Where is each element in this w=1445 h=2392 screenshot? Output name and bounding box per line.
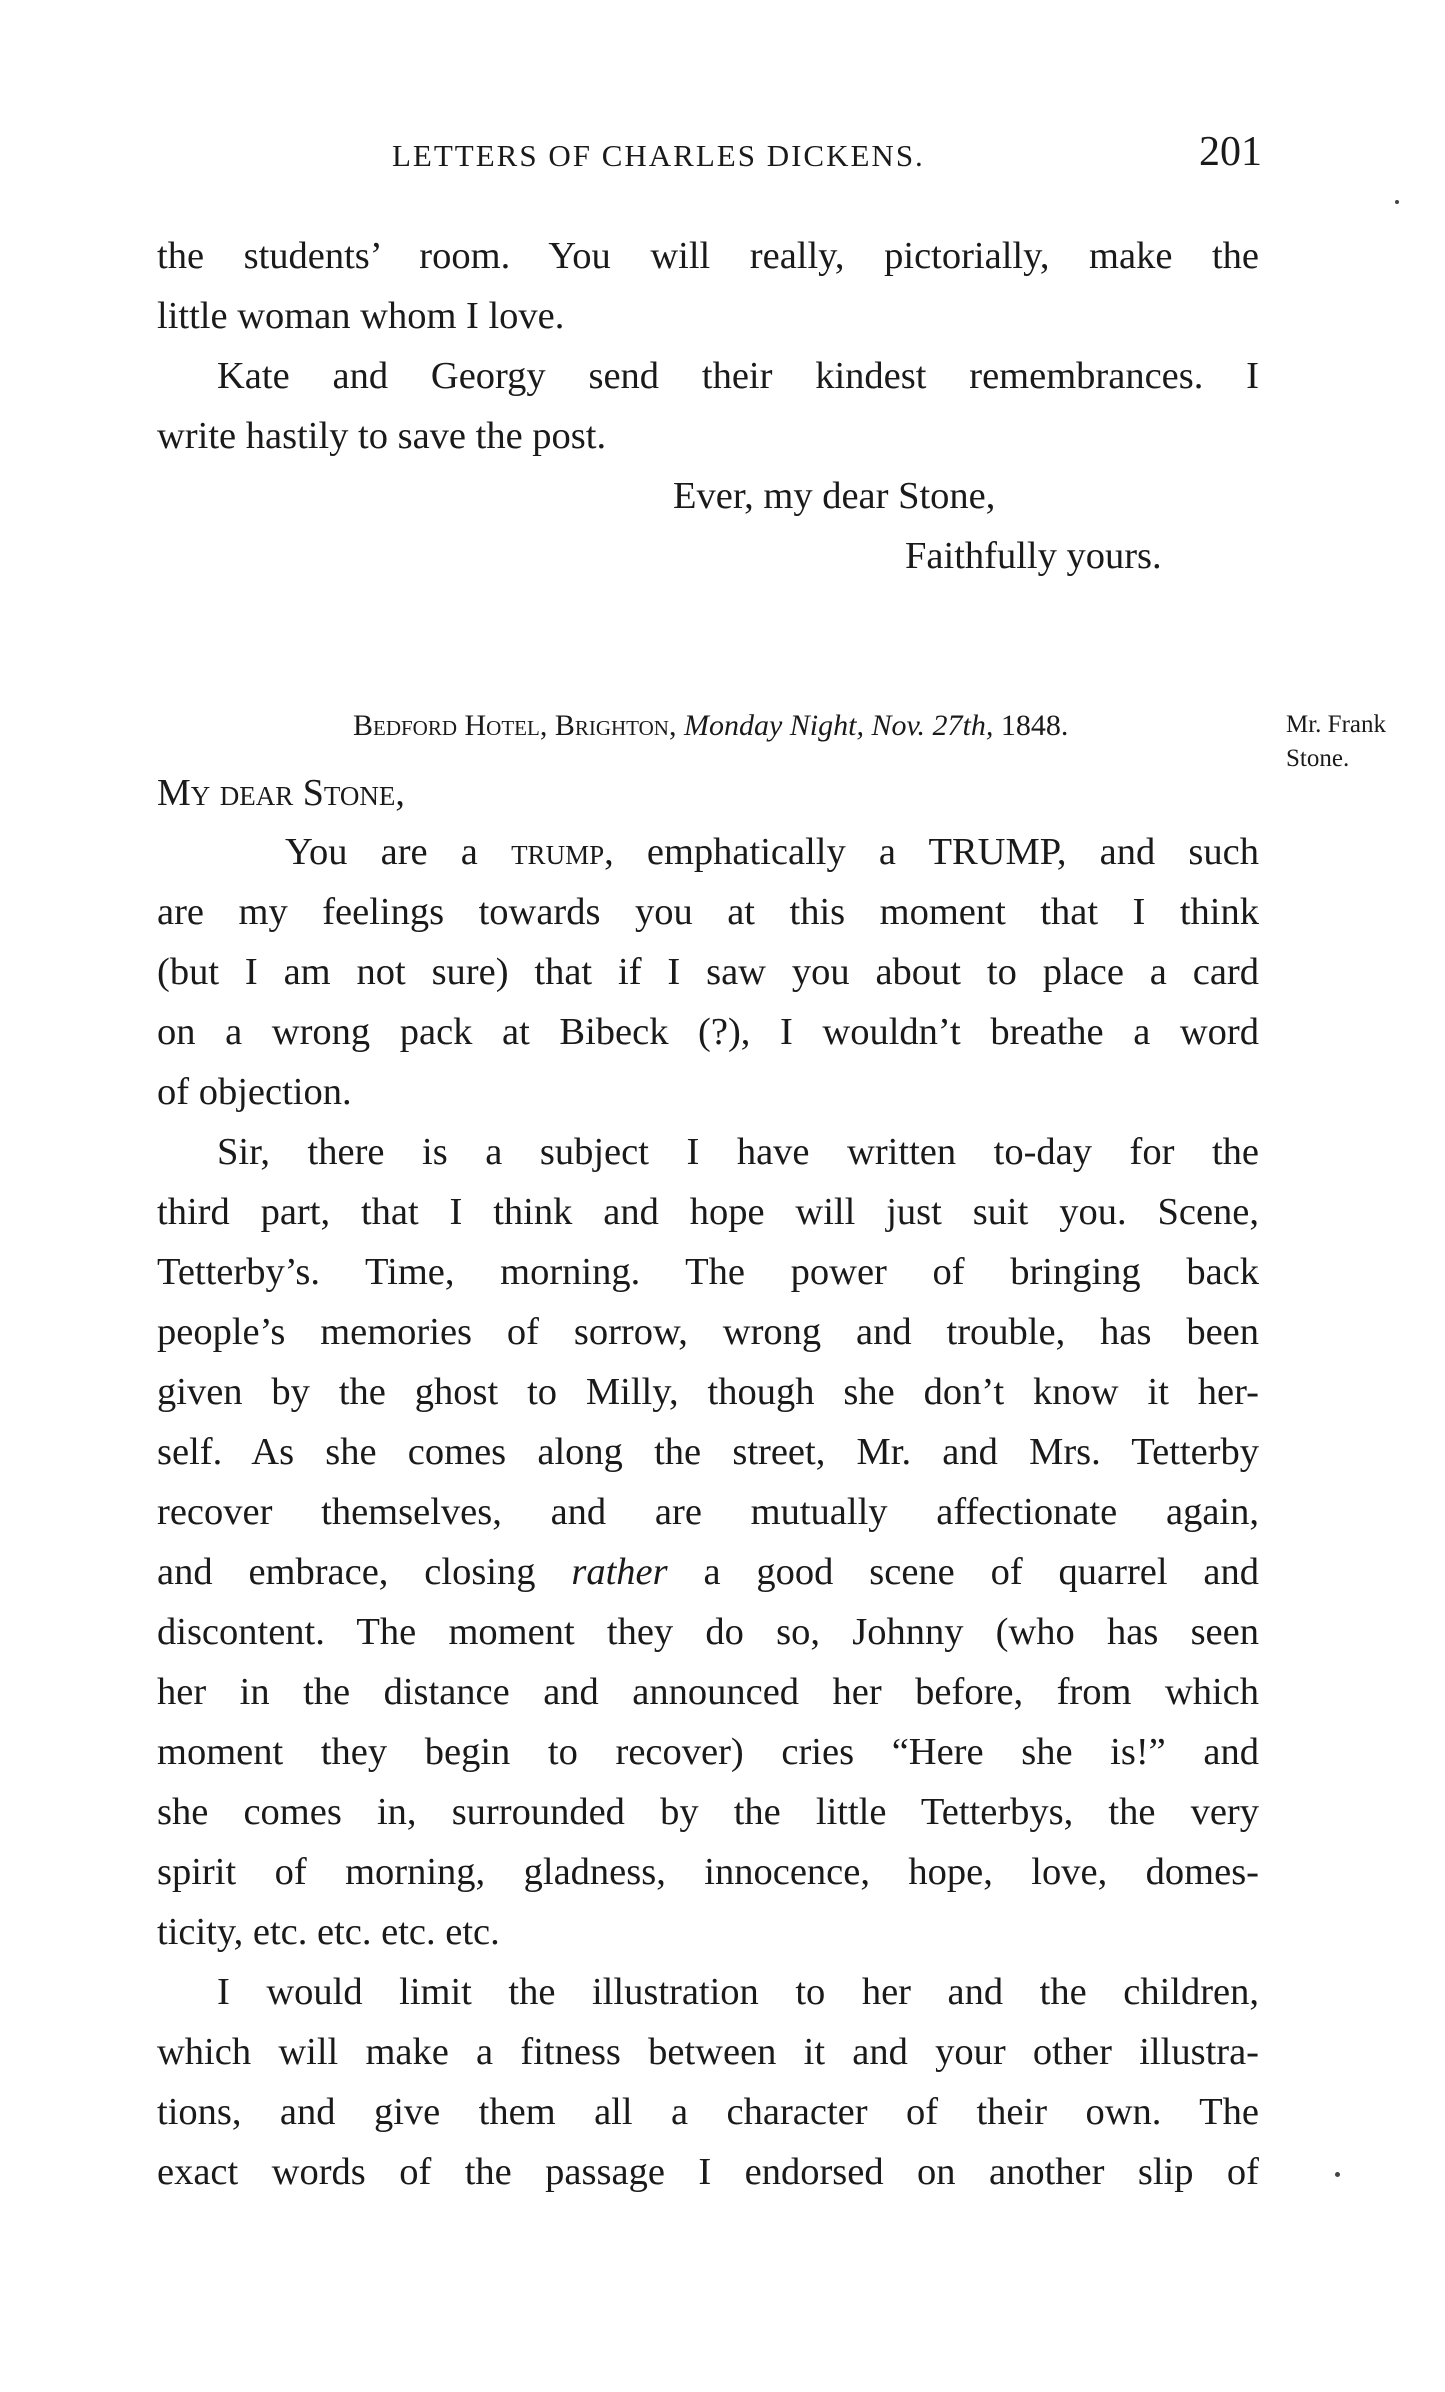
text-line: moment they begin to recover) cries “Here she is!” and [157,1731,1259,1773]
dateline-day: Monday Night, Nov. 27th, [683,709,994,742]
text-line: Kate and Georgy send their kindest remembrances. I [217,355,1259,397]
text-line: ticity, etc. etc. etc. etc. [157,1911,500,1953]
dateline-year: 1848. [1000,709,1069,742]
text-line: spirit of morning, gladness, innocence, hope, love, domes- [157,1851,1259,1893]
scan-speck [1335,2172,1340,2177]
running-title: LETTERS OF CHARLES DICKENS. [392,138,925,173]
text-line: on a wrong pack at Bibeck (?), I wouldn’t breathe a word [157,1011,1259,1053]
scan-speck [1395,200,1399,204]
text-line: third part, that I think and hope will just suit you. Scene, [157,1191,1259,1233]
text-line: people’s memories of sorrow, wrong and trouble, has been [157,1311,1259,1353]
text-line: of objection. [157,1071,352,1113]
text-line: her in the distance and announced her before, from which [157,1671,1259,1713]
text-line: (but I am not sure) that if I saw you about to place a card [157,951,1259,993]
letter-signoff: Faithfully yours. [905,535,1162,577]
sidenote-line: Stone. [1286,745,1350,772]
letter-dateline [353,706,1068,746]
text-line: exact words of the passage I endorsed on another slip of [157,2151,1259,2193]
text-line: given by the ghost to Milly, though she don’t know it her- [157,1371,1259,1413]
text-line: are my feelings towards you at this moment that I think [157,891,1259,933]
text-fragment: and embrace, closing [157,1551,572,1593]
text-line: Sir, there is a subject I have written to-day for the [217,1131,1259,1173]
text-line: self. As she comes along the street, Mr. and Mrs. Tetterby [157,1431,1259,1473]
text-line: tions, and give them all a character of their own. The [157,2091,1259,2133]
text-line: Tetterby’s. Time, morning. The power of bringing back [157,1251,1259,1293]
text-line: little woman whom I love. [157,295,565,337]
text-fragment: You are a [285,831,512,873]
text-line: I would limit the illustration to her and the children, [217,1971,1259,2013]
margin-sidenote [1286,708,1386,776]
sidenote-line: Mr. Frank [1286,711,1386,738]
page-number: 201 [1199,129,1262,175]
text-line: discontent. The moment they do so, Johnny (who has seen [157,1611,1259,1653]
text-line: the students’ room. You will really, pictorially, make the [157,235,1259,277]
italic-rather: rather [571,1551,668,1593]
text-line: write hastily to save the post. [157,415,607,457]
text-line [285,822,1259,882]
letter-closing: Ever, my dear Stone, [673,475,996,517]
text-line: which will make a fitness between it and your other illustra- [157,2031,1259,2073]
trump-small-caps: trump [511,831,605,873]
text-fragment: a good scene of quarrel and [667,1551,1259,1593]
text-line: recover themselves, and are mutually affectionate again, [157,1491,1259,1533]
text-line [157,1542,1259,1602]
text-line: she comes in, surrounded by the little Tetterbys, the very [157,1791,1259,1833]
text-fragment: , emphatically a TRUMP, and such [604,831,1259,873]
running-head [392,128,1262,188]
dateline-place: Bedford Hotel, Brighton, [353,709,677,742]
letter-salutation: My dear Stone, [157,772,405,814]
